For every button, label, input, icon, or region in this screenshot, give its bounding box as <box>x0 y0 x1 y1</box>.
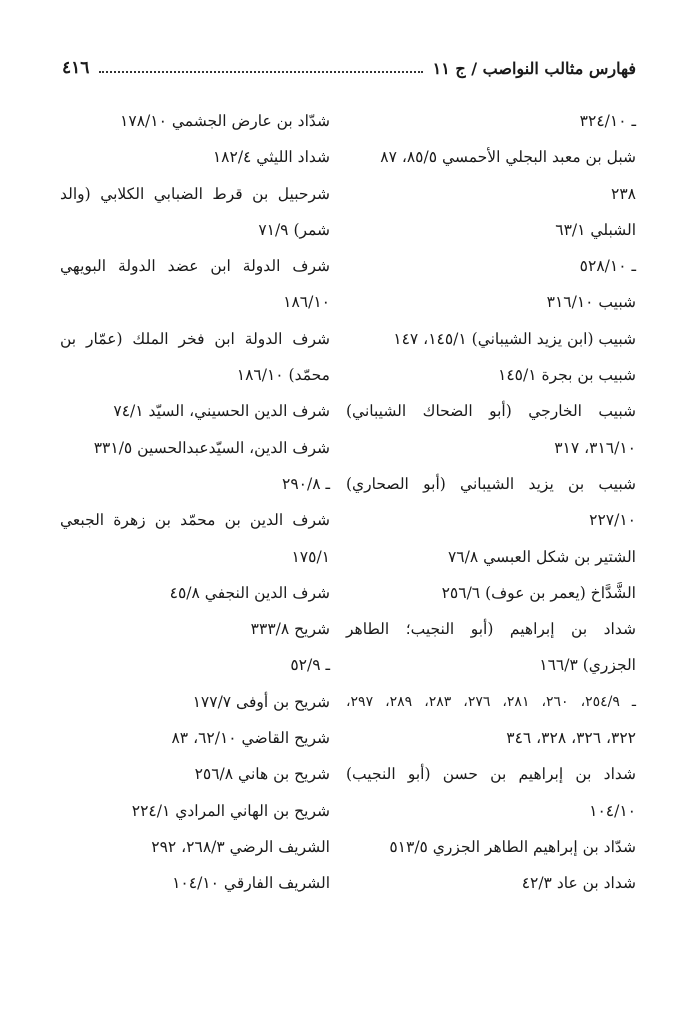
index-line: ـ ٥٢٨/١٠ <box>579 257 636 276</box>
index-line: الشريف الرضي ٢٦٨/٣، ٢٩٢ <box>151 837 330 856</box>
index-line: شريح بن هاني ٢٥٦/٨ <box>194 765 330 784</box>
index-line: الجزري) ١٦٦/٣ <box>539 656 636 675</box>
index-line: شرف الدولة ابن عضد الدولة البويهي <box>60 257 330 276</box>
index-line: شبيب ٣١٦/١٠ <box>546 293 636 312</box>
index-line: شرف الدين، السيّدعبدالحسين ٣٣١/٥ <box>93 438 330 457</box>
page-header <box>62 54 636 82</box>
index-line: ٢٢٧/١٠ <box>589 511 636 530</box>
index-line: الشريف الفارقي ١٠٤/١٠ <box>172 874 330 893</box>
index-column-left <box>60 103 330 902</box>
index-line: شرحبيل بن قرط الضبابي الكلابي (والد <box>60 184 330 203</box>
index-line: شريح القاضي ٦٢/١٠، ٨٣ <box>171 729 330 748</box>
index-line: شرف الدولة ابن فخر الملك (عمّار بن <box>60 329 330 348</box>
index-line: ـ ٢٥٤/٩، ٢٦٠، ٢٨١، ٢٧٦، ٢٨٣، ٢٨٩، ٢٩٧، <box>346 693 637 710</box>
running-title: فهارس مثالب النواصب / ج ١١ <box>432 58 636 78</box>
index-line: شدّاد بن إبراهيم الطاهر الجزري ٥١٣/٥ <box>389 837 636 856</box>
index-line: شرف الدين بن محمّد بن زهرة الجبعي <box>60 511 330 530</box>
index-line: شريح بن الهاني المرادي ٢٢٤/١ <box>131 801 330 820</box>
index-column-right <box>346 103 636 902</box>
index-line: شريح بن أوفى ١٧٧/٧ <box>192 692 330 711</box>
index-line: ـ ٢٩٠/٨ <box>282 474 330 493</box>
index-line: شداد بن عاد ٤٢/٣ <box>521 874 636 893</box>
index-line: ١٠٤/١٠ <box>589 801 636 820</box>
index-line: شبيب بن يزيد الشيباني (أبو الصحاري) <box>346 474 636 493</box>
index-line: شداد بن إبراهيم بن حسن (أبو النجيب) <box>346 765 636 784</box>
index-line: الشتير بن شكل العبسي ٧٦/٨ <box>447 547 636 566</box>
index-line: ١٨٦/١٠ <box>283 293 330 312</box>
index-line: شمر) ٧١/٩ <box>258 220 330 239</box>
index-line: شبيب الخارجي (أبو الضحاك الشيباني) <box>346 402 636 421</box>
index-line: شدّاد بن عارض الجشمي ١٧٨/١٠ <box>120 112 330 130</box>
index-line: شرف الدين النجفي ٤٥/٨ <box>169 583 330 602</box>
index-line: ـ ٣٢٤/١٠ <box>579 112 636 130</box>
index-line: شداد بن إبراهيم (أبو النجيب؛ الطاهر <box>346 620 636 639</box>
index-line: شبل بن معبد البجلي الأحمسي ٨٥/٥، ٨٧ <box>380 148 636 167</box>
index-line: ٣١٦/١٠، ٣١٧ <box>554 438 636 457</box>
index-line: ٣٢٢، ٣٢٦، ٣٢٨، ٣٤٦ <box>506 729 636 748</box>
index-line: ٢٣٨ <box>611 184 636 203</box>
index-line: الشَّدَّاخ (يعمر بن عوف) ٢٥٦/٦ <box>441 583 636 602</box>
index-line: ـ ٥٢/٩ <box>290 656 330 675</box>
index-line: شرف الدين الحسيني، السيّد ٧٤/١ <box>113 402 330 421</box>
index-line: شداد الليثي ١٨٢/٤ <box>212 148 330 167</box>
index-line: شبيب بن بجرة ١٤٥/١ <box>498 366 636 385</box>
index-line: شريح ٣٣٣/٨ <box>250 620 330 639</box>
index-line: محمّد) ١٨٦/١٠ <box>236 366 330 385</box>
index-line: الشبلي ٦٣/١ <box>555 220 636 239</box>
index-line: ١٧٥/١ <box>291 547 330 566</box>
header-dotted-leader <box>99 71 422 73</box>
page-number: ٤١٦ <box>62 58 90 78</box>
index-line: شبيب (ابن يزيد الشيباني) ١٤٥/١، ١٤٧ <box>393 329 636 348</box>
